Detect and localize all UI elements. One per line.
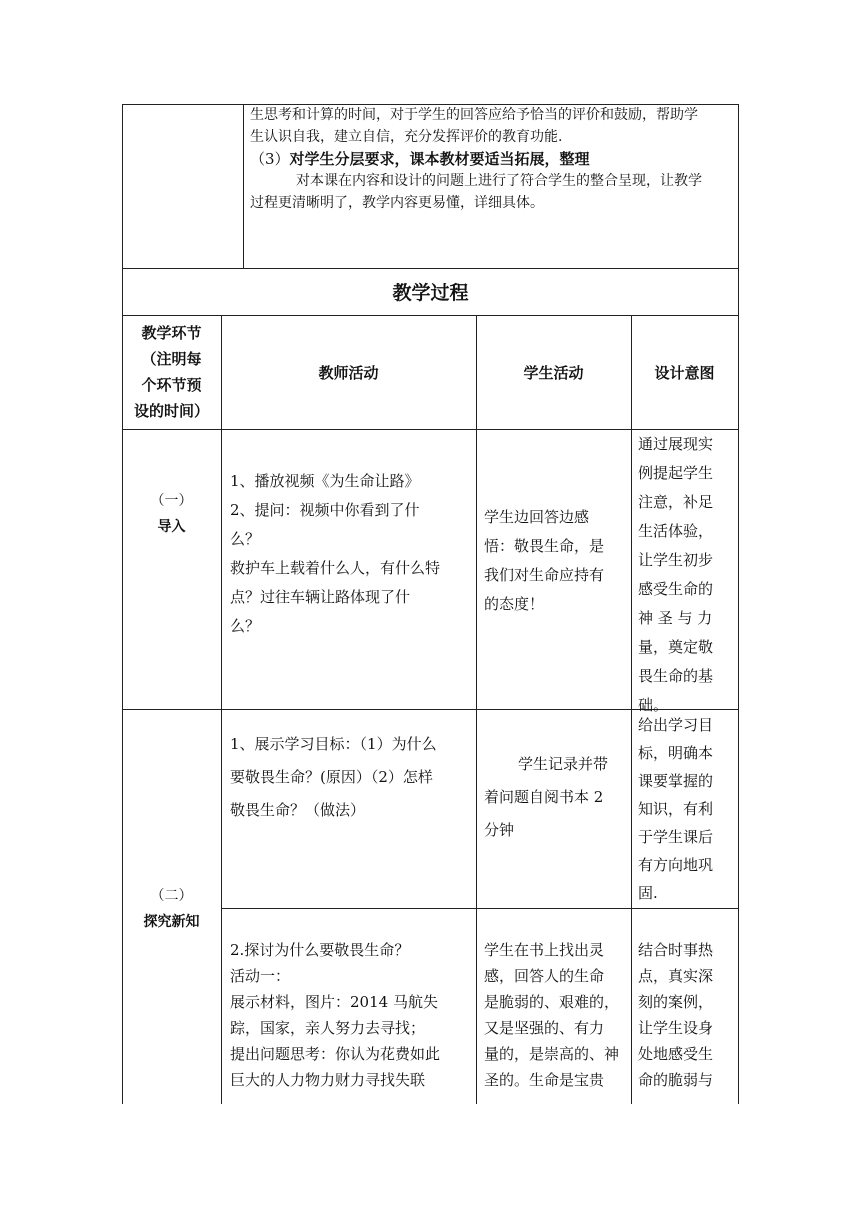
- row2-intent-line-4: 知识，有利: [638, 800, 714, 818]
- row3-student-line-2: 感，回答人的生命: [484, 967, 605, 985]
- row3-student-line-5: 量的，是崇高的、神: [484, 1045, 620, 1063]
- row1-teacher-line-4: 救护车上载着什么人，有什么特: [230, 559, 441, 577]
- row2-intent-line-2: 标，明确本: [638, 744, 714, 762]
- title-row-top: [122, 268, 739, 269]
- process-title: 教学过程: [392, 282, 469, 304]
- row1-intent-line-7: 神 圣 与 力: [638, 609, 713, 627]
- row1-stage-number: （一）: [150, 493, 193, 509]
- header-intent: 设计意图: [654, 364, 715, 382]
- row1-stage: [122, 488, 221, 540]
- row1-student-line-3: 我们对生命应持有: [484, 566, 605, 584]
- row3-intent: [638, 937, 713, 1093]
- row3-teacher-line-3: 展示材料，图片：2014 马航失: [230, 993, 438, 1011]
- row3-student-line-1: 学生在书上找出灵: [484, 941, 605, 959]
- row3-intent-line-2: 点，真实深: [638, 967, 714, 985]
- row2-intent-line-7: 固.: [638, 884, 658, 902]
- row2-intent: [638, 711, 713, 907]
- row2-intent-line-3: 课要掌握的: [638, 772, 714, 790]
- header-teacher: 教师活动: [318, 364, 379, 382]
- row3-teacher-line-4: 踪，国家，亲人努力去寻找；: [230, 1019, 426, 1037]
- row3-student-line-3: 是脆弱的、艰难的，: [484, 993, 620, 1011]
- item3-heading-line: [250, 148, 702, 170]
- row3-student-line-4: 又是坚强的、有力: [484, 1019, 605, 1037]
- left-border: [122, 104, 123, 1104]
- header-stage-line-1: 教学环节: [141, 324, 202, 342]
- row1-student: [484, 503, 604, 619]
- row1-intent-line-2: 例提起学生: [638, 464, 714, 482]
- row1-intent-line-10: 础。: [638, 696, 669, 714]
- top-line-1: 生思考和计算的时间，对于学生的回答应给予恰当的评价和鼓励，帮助学: [250, 107, 698, 123]
- row2-student-line-1: 学生记录并带: [518, 755, 609, 773]
- row2-student-line-2: 着问题自阅书本 2: [484, 788, 604, 806]
- row1-intent-line-1: 通过展现实: [638, 435, 714, 453]
- col-divider-1: [221, 315, 222, 1104]
- header-row-top: [122, 315, 739, 316]
- row1-intent-line-5: 让学生初步: [638, 551, 714, 569]
- row2-teacher: [230, 728, 437, 827]
- row1-intent-line-8: 量，奠定敬: [638, 638, 714, 656]
- row3-intent-line-1: 结合时事热: [638, 941, 714, 959]
- row1-teacher-line-2: 2、提问：视频中你看到了什: [230, 501, 420, 519]
- header-student: 学生活动: [523, 364, 584, 382]
- row1-intent-line-6: 感受生命的: [638, 580, 714, 598]
- header-stage: [122, 320, 221, 424]
- row1-teacher: [230, 467, 440, 641]
- row3-teacher-line-2: 活动一：: [230, 967, 291, 985]
- row1-intent-line-9: 畏生命的基: [638, 667, 714, 685]
- row3-student-line-6: 圣的。生命是宝贵: [484, 1071, 605, 1089]
- top-inner-divider: [243, 104, 244, 269]
- row1-intent-line-4: 生活体验，: [638, 522, 714, 540]
- right-border: [738, 104, 739, 1104]
- row2-student-line-3: 分钟: [484, 821, 515, 839]
- row1-teacher-line-3: 么？: [230, 530, 261, 548]
- row2-teacher-line-1: 1、展示学习目标：（1）为什么: [230, 735, 437, 753]
- top-section: [250, 104, 702, 214]
- item3-line-1: 对本课在内容和设计的问题上进行了符合学生的整合呈现，让教学: [296, 173, 702, 189]
- row1-teacher-line-6: 么？: [230, 617, 261, 635]
- row3-top: [221, 908, 739, 909]
- col-divider-3: [631, 315, 632, 1104]
- row3-teacher-line-5: 提出问题思考：你认为花费如此: [230, 1045, 441, 1063]
- row1-student-line-1: 学生边回答边感: [484, 508, 590, 526]
- row2-stage-name: 探究新知: [143, 914, 200, 930]
- item3-number: （3）: [250, 150, 290, 168]
- row2-intent-line-6: 有方向地巩: [638, 856, 714, 874]
- top-line-2: 生认识自我，建立自信，充分发挥评价的教育功能.: [250, 129, 563, 145]
- row2-student: [484, 748, 608, 847]
- row2-stage-number: （二）: [150, 888, 193, 904]
- row1-student-line-2: 悟：敬畏生命，是: [484, 537, 605, 555]
- row1-stage-name: 导入: [157, 519, 186, 535]
- item3-heading: 对学生分层要求，课本教材要适当拓展，整理: [289, 150, 590, 168]
- row3-student: [484, 937, 619, 1093]
- row1-intent: [638, 430, 713, 720]
- header-stage-line-4: 设的时间）: [133, 402, 209, 420]
- row3-intent-line-3: 刻的案例，: [638, 993, 714, 1011]
- row3-intent-line-5: 处地感受生: [638, 1045, 714, 1063]
- row1-student-line-4: 的态度！: [484, 595, 545, 613]
- row3-teacher: [230, 937, 440, 1093]
- row1-teacher-line-1: 1、播放视频《为生命让路》: [230, 472, 420, 490]
- col-divider-2: [476, 315, 477, 1104]
- row2-intent-line-1: 给出学习目: [638, 716, 714, 734]
- row2-teacher-line-2: 要敬畏生命？(原因）（2）怎样: [230, 768, 433, 786]
- item3-line-2: 过程更清晰明了，教学内容更易懂，详细具体。: [250, 195, 544, 211]
- row2-teacher-line-3: 敬畏生命？（做法）: [230, 801, 366, 819]
- row2-stage: [122, 883, 221, 935]
- row3-intent-line-4: 让学生设身: [638, 1019, 714, 1037]
- row1-intent-line-3: 注意，补足: [638, 493, 714, 511]
- row2-intent-line-5: 于学生课后: [638, 828, 714, 846]
- row3-teacher-line-1: 2.探讨为什么要敬畏生命？: [230, 941, 410, 959]
- header-stage-line-2: （注明每: [141, 350, 202, 368]
- header-stage-line-3: 个环节预: [141, 376, 202, 394]
- row1-teacher-line-5: 点？过往车辆让路体现了什: [230, 588, 411, 606]
- row3-intent-line-6: 命的脆弱与: [638, 1071, 714, 1089]
- row3-teacher-line-6: 巨大的人力物力财力寻找失联: [230, 1071, 426, 1089]
